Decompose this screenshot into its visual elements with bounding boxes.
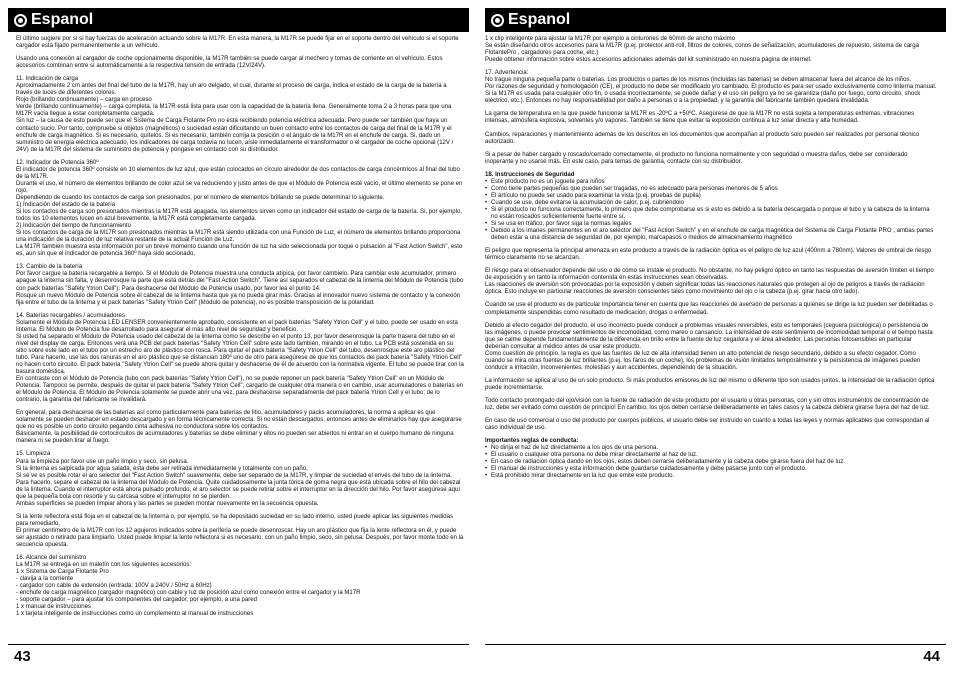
header-bar [485, 8, 946, 32]
paragraph: En general, para deshacerse de las baterías así como particularmente para baterías de litio, acumuladores y packs acumuladores, la norma a aplicar es que solamente se pueden deshacer en estado descargado y en forma técnicamente correcta. Si no están descargados, entonces antes de eliminarlos hay que asegurarse que no es posible un corto circuito pegando cinta adhesiva no conductora sobre los contactos. Básicamente, la posibilidad de cortocircuitos de acumuladores y baterías se debe eliminar y ellos no pueden ser abiertos ni entrar en el cuerpo humano de ninguna manera ni se pueden tirar al fuego. [16, 410, 462, 445]
section-delivery-scope: 16. Alcance del suministro La M17R se entrega en un maletín con los siguientes accesorios: 1 x Sistema de Carga Flotante Pro - clavija a la corriente - cargador con cable de extensión (entrada: 100V a 240V / 50Hz a 60Hz) - enchufe de carga magnético (cargador magnético) con cable y luz de posición azul como conexión entre el cargador y la M17R - soporte cargador – para ajustar los componentes del cargador, por ejemplo, a una pared 1 x manual de instrucciones 1 x tarjeta inteligente de instrucciones como un complemento al manual de instrucciones [16, 555, 361, 618]
paragraph: En caso de uso comercial o uso del producto por cuerpos públicos, el usuario debe ser instruido en cuanto a todas las leyes y normas aplicables que correspondan al caso individual de uso. [485, 418, 930, 432]
section-batteries: 14. Baterías recargables / acumuladores Solamente el Módulo de Potencia LED LENSER convenientemente aprobado, consistente en el pack baterías "Safety Ytrion Cell" y el tubo, puede ser usado en esta linterna. El Módulo de Potencia fue desarrollado para asegurar el más alto nivel de seguridad y beneficio. Si usted ha separado el Módulo de Potencia usado del cabezal de la linterna como se describe en el punto 13, por favor desenrosque la parte trasera del tubo en el nivel del display de carga. Entonces verá una PCB del pack baterías "Safety Ytrion Cell" sobre este lado también, mirando en el tubo. La PCB está sostenida en su sitio sobre este lado en el tubo por un estrecho aro de plástico con rosca. Para quitar el pack batería "Safety Ytrion Cell" del tubo, desenrosque este aro plástico del tubo. Para hacerlo, use las dos ranuras en el aro plástico que se distancian 180º uno de otro para asegúrese de que los contactos del pack batería "Safety Ytrion Cell" no hacen corto circuito. El pack batería "Safety Ytrion Cell" se puede ahora quitar y deshacerse de él de acuerdo con la normativa vigente. El tubo se puede tirar con la basura doméstica. En contraste con el Módulo de Potencia (tubo con pack baterías "Safety Ytrion Cell"), no se puede reponer un pack batería "Safety Ytrion Cell" en un Módulo de Potencia. Tampoco se permite, después de quitar el pack batería "Safety Ytrion Cell", cargarlo de cualquier otra manera o en cambio, usar acumuladores o baterías en el Módulo de Potencia. El Módulo de Potencia solamente se puede abrir una vez, para deshacerse separadamente del pack batería Ytrion Cell y el tubo; de lo contrario, la garantía del fabricante se invalidará. [16, 312, 464, 404]
paragraph: Debido al efecto cegador del producto, el uso incorrecto puede conducir a problemas visuales reversibles, esto es temporales (ceguera psicológica) o persistencia de las imágenes, o puede provocar sentimientos de incomodidad, como mareo o cansancio. La intensidad de este sentimiento de incomodidad temporal o el tiempo hasta que se calme depende fundamentalmente de la diferencia en brillo entre la fuente de luz cegadora y el área alrededor. Las personas fotosensibles en particular deberían consultar al médico antes de usar este producto. Como cuestión de principio, la regla es que las fuentes de luz de alta intensidad tienen un alto potencial de riesgo secundario, debido a su efecto cegador. Como cuando se mira otras fuentes de luz brillantes (p.ej. los faros de un coche), los problemas de visión limitados temporalmente y la persistencia de imágenes pueden conducir a irritación, inconvenientes, molestias y aun accidentes, dependiendo de la situación. [485, 322, 933, 371]
list-item: • Debido a los imanes permanentes en el aro selector del "Fast Action Switch" y en el enchufe de carga magnética del Sistema de Carga Flotante PRO , ambas partes deben estar a una distancia de seguridad de, por ejemplo, marcapasos o medios de almacenamiento magnético [485, 228, 937, 242]
language-title [8, 11, 93, 29]
paragraph: Si a pesar de haber cargado y roscado/cerrado correctamente, el producto no funciona normalmente y con seguridad o muestra daños, debe ser considerado inoperante y no usarse más. En este caso, para temas de garantía, contacte con su distribuidor. [485, 151, 908, 165]
language-label: Espanol [508, 11, 571, 28]
header-bar [8, 8, 469, 32]
list-item: • No dirija el haz de luz directamente a los ojos de una persona. [485, 445, 937, 452]
paragraph: El peligro que representa la principal amenaza en este producto a través de la radiación óptica es el peligro de luz azul (400nm a 780nm). Valores de umbral de riesgo térmico claramente no se alcanzan. [485, 248, 932, 262]
section-power-indicator: 12. Indicador de Potencia 360º El indicador de potencia 360º consiste en 10 elementos de luz azul, que están colocados en círculo alrededor de dos contactos de carga concéntricos al final del tubo de la M17R. Durante el uso, el número de elementos brillando de color azul se va reduciendo y justo antes de que el Módulo de Potencia esté vacío, el último elemento se pone en rojo. Dependiendo de cuando los contactos de carga son presionados, por el número de elementos brillando se puede determinar lo siguiente. 1) Indicación del estado de la batería Si los contactos de carga son presionados mientras la M17R está apagada, los elementos sirven como un indicador del estado de carga de la batería. Si, por ejemplo, todos los 10 elementos lucen en azul brevemente, la M17R está completamente cargada. 2) Indicación del tiempo de funcionamiento Si los contactos de carga de la M17R son presionados mientras la M17R está siendo utilizada con una Función de Luz, el número de elementos brillando proporciona una indicación de la duración de luz relativa restante de la actual Función de Luz. La M17R también muestra esta información por un breve momento cuando una función de luz ha sido seleccionada por toque o pulsación al "Fast Action Switch", esto es, aun sin que el indicador de potencia 360º haya sido accionado. [16, 159, 463, 258]
paragraph: El riesgo para el observador depende del uso o de cómo se instale el producto. No obstante, no hay peligro óptico en tanto las respuestas de aversión límiten el tiempo de exposición y en tanto la información contenida en estas instrucciones sean observadas. Las reacciones de aversión son provocadas por la exposición y deben significar todas las reacciones naturales que protegen al ojo de peligros a través de radiación óptica. Esto incluye en particular reacciones de aversión conscientes tales como movimiento del ojo o la cabeza (p.ej. girar hacia otro lado). [485, 268, 934, 296]
list-item: • Si el producto no funciona correctamente, lo primero que debe comprobarse es si esto es debido a la batería descargada o porque el tubo y la cabeza de la linterna no están roscados suficientemente fuerte entre sí. [485, 207, 937, 221]
conduct-heading: Importantes reglas de conducta: [485, 438, 579, 445]
section-safety-heading: 18. Instrucciones de Seguridad [485, 171, 575, 178]
paragraph: La gama de temperatura en la que puede funcionar la M17R es -20ºC a +50ºC. Asegúrese de que la M17R no está sujeta a temperaturas extremas, vibraciones intensas, atmósfera explosiva, solventes y/o vapores. También se tiene que evitar la exposición continua a luz solar directa y alta humedad. [485, 111, 915, 125]
footer-rule [485, 644, 946, 645]
page-content [16, 36, 464, 625]
list-item: • El manual de instrucciones y esta información debe guardarse cuidadosamente y debe pasarse junto con el producto. [485, 466, 937, 473]
globe-icon [491, 14, 504, 27]
section-charging-indicator: 11. Indicación de carga Aproximadamente 2 cm antes del final del tubo de la M17R, hay un aro delgado, el cual, durante el proceso de carga, indica el estado de la carga de la batería a través de luces de diferentes colores. Rojo (brillando continuamente) – carga en proceso Verde (brillando continuamente) – carga completa, la M17R está lista para usar con la capacidad de la batería llena. Generalmente toma 2 a 3 horas para que una M17R vacía llegue a estar completamente cargada. Sin luz – la causa de esto puede ser que el Sistema de Carga Flotante Pro no está recibiendo potencia eléctrica adecuada. Pero puede ser también que haya un contacto sucio. Por tanto, compruebe si objetos (magnéticos) o suciedad están dificultando un buen contacto entre los contactos de carga del final de la M17R y el enchufe de carga magnético. Si es necesario, quítelos. Si es necesario, también corrija la posición o el ángulo de la M17R en el enchufe de carga. Si, dado un suministro de energía eléctrica adecuado, los indicadores de carga todavía no lucen, aísle inmediatamente el transformador o el cargador de coche opcional (12V / 24V) de la M17R del sistema de suministro de potencia y póngase en contacto con su distribuidor. [16, 76, 454, 153]
list-item: • Cuando se use, debe evitarse la acumulación de calor, p.ej. cubriéndolo [485, 200, 937, 207]
paragraph: El último sugiere por sí si hay fuerzas de aceleración actuando sobre la M17R. En esta manera, la M17R se puede fijar en el soporte dentro del vehículo si el soporte cargador está fijado permanentemente a un vehículo. [16, 36, 459, 50]
page-right [477, 0, 954, 675]
section-warning: 17. Advertencia: No trague ninguna pequeña parte o baterías. Los productos o partes de los mismos (incluidas las baterías) se deben almacenar fuera del alcance de los niños. Por razones de seguridad y homologación (CE), el producto no debe ser modificado y/o cambiado. El producto es para ser usado exclusivamente como linterna manual. Si la M17R es usada para cualquier otro fin, o usada incorrectamente, se puede dañar y el uso sin peligro ya no se garantiza (daño por fuego, corto circuito, shock eléctrico, etc.). Entonces no hay responsabilidad por daño a personas o a la propiedad, y la garantía del fabricante también quedará invalidada. [485, 70, 937, 105]
safety-list [485, 179, 937, 242]
paragraph: Si la lente reflectora está floja en el cabezal de la linterna o, por ejemplo, se ha depositado suciedad en su lado interno, usted puede aplicar las siguientes medidas para remediarlo. El primer centímetro de la M17R con los 12 agujeros indicados sobre la periferia se puede desenroscar. Hay un aro plástico que fija la lente reflectora en él, y puede ser ajustado o retirado para limpiarlo. Usted puede limpiar la lente reflectora si es necesario, con un paño limpio, seco, sin pelusa. Después, por favor monte todo en la secuencia opuesta. [16, 513, 464, 549]
footer-rule [8, 644, 469, 645]
list-item: • Este producto no es un juguete para niños [485, 179, 937, 186]
list-item: • El artículo no puede ser usado para examinar la vista (p.ej. pruebas de pupila) [485, 193, 937, 200]
paragraph: La información se aplica al uso de un solo producto. Si más productos emisores de luz del mismo o diferente tipo son usados juntos, la intensidad de la radiación óptica puede incrementarse. [485, 377, 935, 391]
conduct-list [485, 445, 937, 480]
language-label: Espanol [31, 11, 94, 28]
page-content [485, 36, 937, 486]
page-number: 44 [923, 648, 940, 665]
paragraph: 1 x clip inteligente para ajustar la M17R por ejemplo a cinturones de 60mm de ancho máximo Se están diseñando otros accesorios para la M17R (p.ej. protector anti-roll, filtros de colores, conos de señalización, acumuladores de repuesto, sistema de carga FlotantePro , cargadores para coche, etc.) Puede obtener información sobre estos accesorios adicionales además del kit suministrado en nuestra página de internet. [485, 36, 919, 64]
section-cleaning: 15. Limpieza Para la limpieza por favor use un paño limpio y seco, sin pelusa. Si la linterna es salpicada por agua salada, ésta debe ser retirada inmediatamente y totalmente con un paño. Si se ve es posible rotar el aro selector del "Fast Action Switch" suavemente, debe ser separado de la M17R, y limpiar de suciedad el envés del tubo de la linterna. Para hacerlo, separe el cabezal de la linterna del Módulo de Potencia. Quite cuidadosamente la junta tórica de goma negra que está ubicada sobre el hilo del cabezal de la linterna. Cuando el interruptor está ahora pulsado profundo, el aro selector se puede retirar sobre el interruptor en la dirección del hilo. Por favor asegúrese aquí que la pequeña bola con resorte y su carcasa sobre el interruptor no se pierden. Ambas superficies se pueden limpiar ahora y las partes se pueden montar nuevamente en la secuencia opuesta. [16, 451, 461, 507]
paragraph: Todo contacto prolongado del ojo/visión con la fuente de radiación de este producto por el usuario u otras personas, con y sin otros instrumentos de concentración de luz, debe ser evitado como cuestión de principio! En cambio, los ojos deben cerrarse deliberadamente en tales casos y la cabeza debiera girarse fuera del haz de luz. [485, 397, 930, 412]
language-title [485, 11, 570, 29]
paragraph: Cambios, reparaciones y mantenimiento además de los descritos en los documentos que acompañan al producto solo pueden ser realizados por personal técnico autorizado. [485, 131, 920, 145]
list-item: • Está prohibido mirar directamente en la luz que emite este producto. [485, 473, 937, 480]
globe-icon [14, 14, 27, 27]
section-battery-change: 13. Cambio de la batería Por favor cargue la batería recargable a tiempo. Si el Módulo de Potencia muestra una conducta atípica, por favor cámbielo. Para cambiar este acumulador, primero apague la linterna sin falta, y desenrosque la parte que está detrás del "Fast Action Switch". Tiene así separados el cabezal de la linterna del Módulo de Potencia (tubo con pack baterías "Safety Ytrion Cell"). Para deshacerse del Módulo de Potencia usado, por favor lea el punto 14. Rosque un nuevo Módulo de Potencia sobre el cabezal de la linterna hasta que ya no pueda girar más. Gracias al innovador nuevo sistema de contacto y la conexión fija entre el tubo de la linterna y el pack baterías "Safety Ytrion Cell" (Módulo de potencia), no es posible transposición de la polaridad. [16, 264, 464, 306]
paragraph: Usando una conexión al cargador de coche opcionalmente disponible, la M17R también se puede cargar al mechero y tomas de corriente en el vehículo. Estos accesorios combinan entre sí automáticamente a la respectiva tensión de entrada (12V/24V). [16, 56, 443, 70]
list-item: • Si se usa en tráfico, por favor siga la normas legales [485, 221, 937, 228]
page-number: 43 [14, 648, 31, 665]
paragraph: Cuando se use el producto es de particular importancia tener en cuenta que las reacciones de aversión de personas a quienes se dirige la luz pueden ser debilitadas o completamente suspendidas como resultado de medicación, drogas o enfermedad. [485, 302, 933, 316]
list-item: • Como tiene partes pequeñas que pueden ser tragadas, no es adecuado para personas menores de 5 años [485, 186, 937, 193]
list-item: • En caso de radiación óptica dando en los ojos, estos deben cerrarse deliberadamente y la cabeza debe girarse fuera del haz de luz. [485, 459, 937, 466]
list-item: • El usuario o cualquier otra persona no debe mirar directamente al haz de luz. [485, 452, 937, 459]
